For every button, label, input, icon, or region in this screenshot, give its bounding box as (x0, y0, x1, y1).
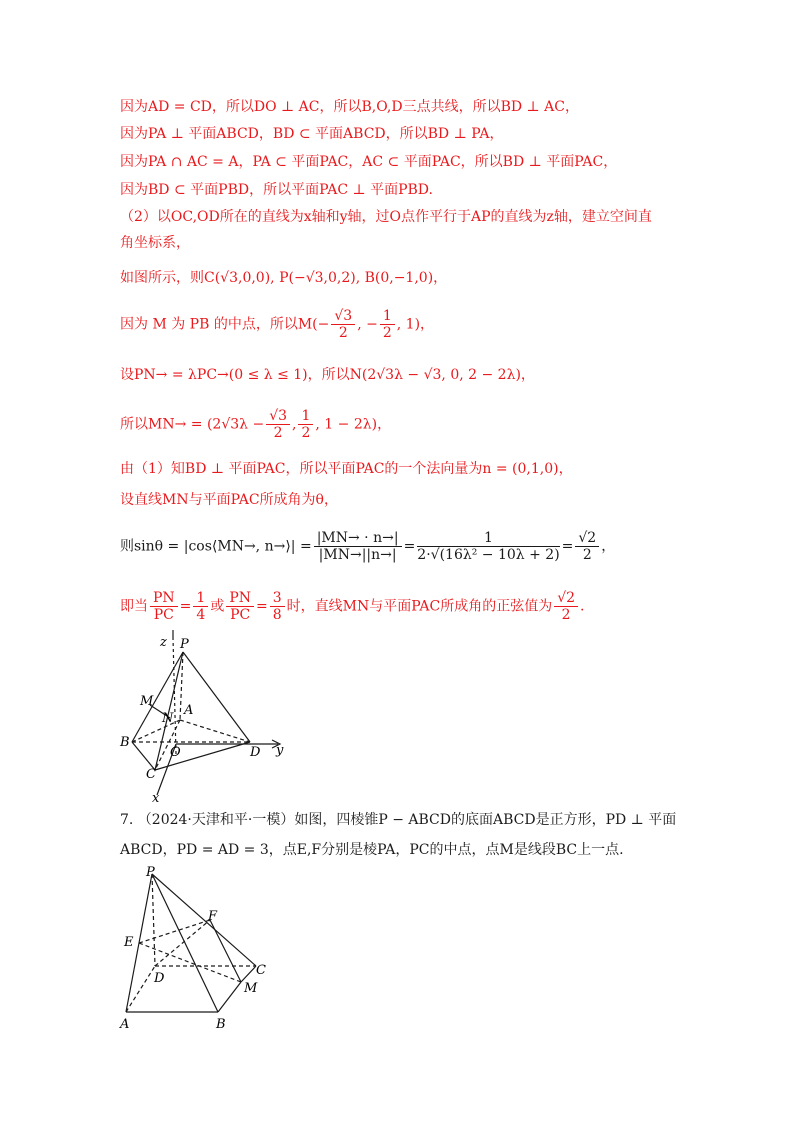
solution-line-4: 因为BD ⊂ 平面PBD，所以平面PAC ⊥ 平面PBD. (120, 182, 433, 198)
label-x: x (152, 791, 160, 805)
problem7-line-2: ABCD，PD = AD = 3，点E,F分别是棱PA，PC的中点，点M是线段BC上一点. (120, 842, 624, 858)
solution-line-7: 如图所示，则C(√3,0,0), P(−√3,0,2), B(0,−1,0)， (120, 270, 448, 286)
fraction (270, 590, 285, 623)
numerator: PN (226, 590, 254, 607)
label-B: B (216, 1017, 226, 1032)
denominator: 8 (272, 607, 282, 623)
text-segment: − (317, 316, 330, 333)
text-segment: = (403, 538, 416, 555)
label-E: E (124, 935, 134, 950)
numerator: √2 (554, 590, 578, 607)
label-A: A (184, 703, 194, 718)
fraction (417, 530, 559, 563)
label-N: N (162, 711, 174, 726)
text-segment: . (580, 598, 585, 615)
denominator: 2 (382, 325, 392, 341)
label-M: M (140, 694, 154, 709)
numerator: 1 (417, 530, 559, 547)
numerator: 1 (298, 408, 313, 425)
denominator: PC (230, 607, 251, 623)
fraction (331, 308, 355, 341)
denominator: 2 (301, 425, 311, 441)
numerator: |MN→ · n→| (314, 530, 402, 547)
text-segment: = (179, 598, 192, 615)
label-D: D (250, 745, 261, 760)
text-segment: = (256, 598, 268, 615)
text-segment: 所以MN→ = (2√3λ − (120, 416, 265, 433)
fraction (314, 530, 402, 563)
denominator: 2 (338, 325, 348, 341)
numerator: 1 (380, 308, 395, 325)
text-segment: 即当 (120, 598, 148, 615)
label-P: P (180, 637, 189, 652)
text-segment: 则sinθ = |cos⟨MN→, n→⟩| = (120, 538, 312, 555)
pyramid-figure-2 (110, 862, 280, 1032)
denominator: PC (153, 607, 174, 623)
fraction (575, 530, 599, 563)
solution-line-1: 因为AD = CD，所以DO ⊥ AC，所以B,O,D三点共线，所以BD ⊥ AC， (120, 99, 579, 115)
label-M: M (244, 981, 258, 996)
pyramid-figure-1 (110, 630, 300, 805)
label-O: O (170, 745, 181, 760)
fraction (266, 408, 290, 441)
fraction (298, 408, 313, 441)
solution-line-13 (120, 530, 615, 563)
solution-line-5: （2）以OC,OD所在的直线为x轴和y轴，过O点作平行于AP的直线为z轴，建立空间直 (120, 209, 652, 225)
solution-line-3: 因为PA ∩ AC = A，PA ⊂ 平面PAC，AC ⊂ 平面PAC，所以BD ⊥ 平面PAC， (120, 154, 618, 170)
text-segment: ， (601, 538, 616, 555)
label-B: B (120, 735, 130, 750)
fraction (380, 308, 395, 341)
denominator: 2 (561, 607, 571, 623)
fraction (226, 590, 254, 623)
denominator: 2 (582, 547, 592, 563)
fraction (554, 590, 578, 623)
label-D: D (154, 971, 165, 986)
label-C: C (256, 963, 266, 978)
solution-line-9: 设PN→ = λPC→(0 ≤ λ ≤ 1)，所以N(2√3λ − √3, 0, 2 − 2λ)， (120, 367, 535, 383)
label-y: y (276, 743, 284, 758)
label-A: A (120, 1017, 130, 1032)
solution-line-6: 角坐标系， (120, 235, 190, 251)
label-C: C (146, 767, 156, 782)
denominator: |MN→||n→| (318, 547, 397, 563)
label-z: z (160, 635, 167, 650)
problem7-line-1: 7. （2024·天津和平·一模）如图，四棱锥P − ABCD的底面ABCD是正方形，PD ⊥ 平面 (120, 812, 677, 828)
label-F: F (208, 909, 218, 924)
solution-line-11: 由（1）知BD ⊥ 平面PAC，所以平面PAC的一个法向量为n = (0,1,0)， (120, 461, 573, 477)
text-segment: , 1 − 2λ)， (315, 416, 392, 433)
text-segment: 因为 M 为 PB 的中点，所以M( (120, 316, 318, 333)
text-segment: 或 (210, 598, 225, 615)
solution-line-8 (120, 308, 434, 341)
solution-line-2: 因为PA ⊥ 平面ABCD，BD ⊂ 平面ABCD，所以BD ⊥ PA， (120, 126, 504, 142)
solution-line-14 (120, 590, 584, 623)
text-segment: 时，直线MN与平面PAC所成角的正弦值为 (286, 598, 553, 615)
numerator: 3 (270, 590, 285, 607)
fraction (150, 590, 178, 623)
numerator: √3 (266, 408, 290, 425)
fraction (193, 590, 208, 623)
text-segment: , (292, 416, 297, 433)
text-segment: , − (357, 316, 378, 333)
denominator: 2 (273, 425, 283, 441)
solution-line-10 (120, 408, 391, 441)
numerator: PN (150, 590, 178, 607)
numerator: 1 (193, 590, 208, 607)
text-segment: , 1)， (396, 316, 435, 333)
solution-line-12: 设直线MN与平面PAC所成角为θ， (120, 492, 338, 508)
text-segment: = (561, 538, 574, 555)
denominator: 2·√(16λ² − 10λ + 2) (417, 547, 560, 563)
numerator: √3 (331, 308, 355, 325)
denominator: 4 (196, 607, 206, 623)
numerator: √2 (575, 530, 599, 547)
label-P: P (146, 865, 155, 880)
